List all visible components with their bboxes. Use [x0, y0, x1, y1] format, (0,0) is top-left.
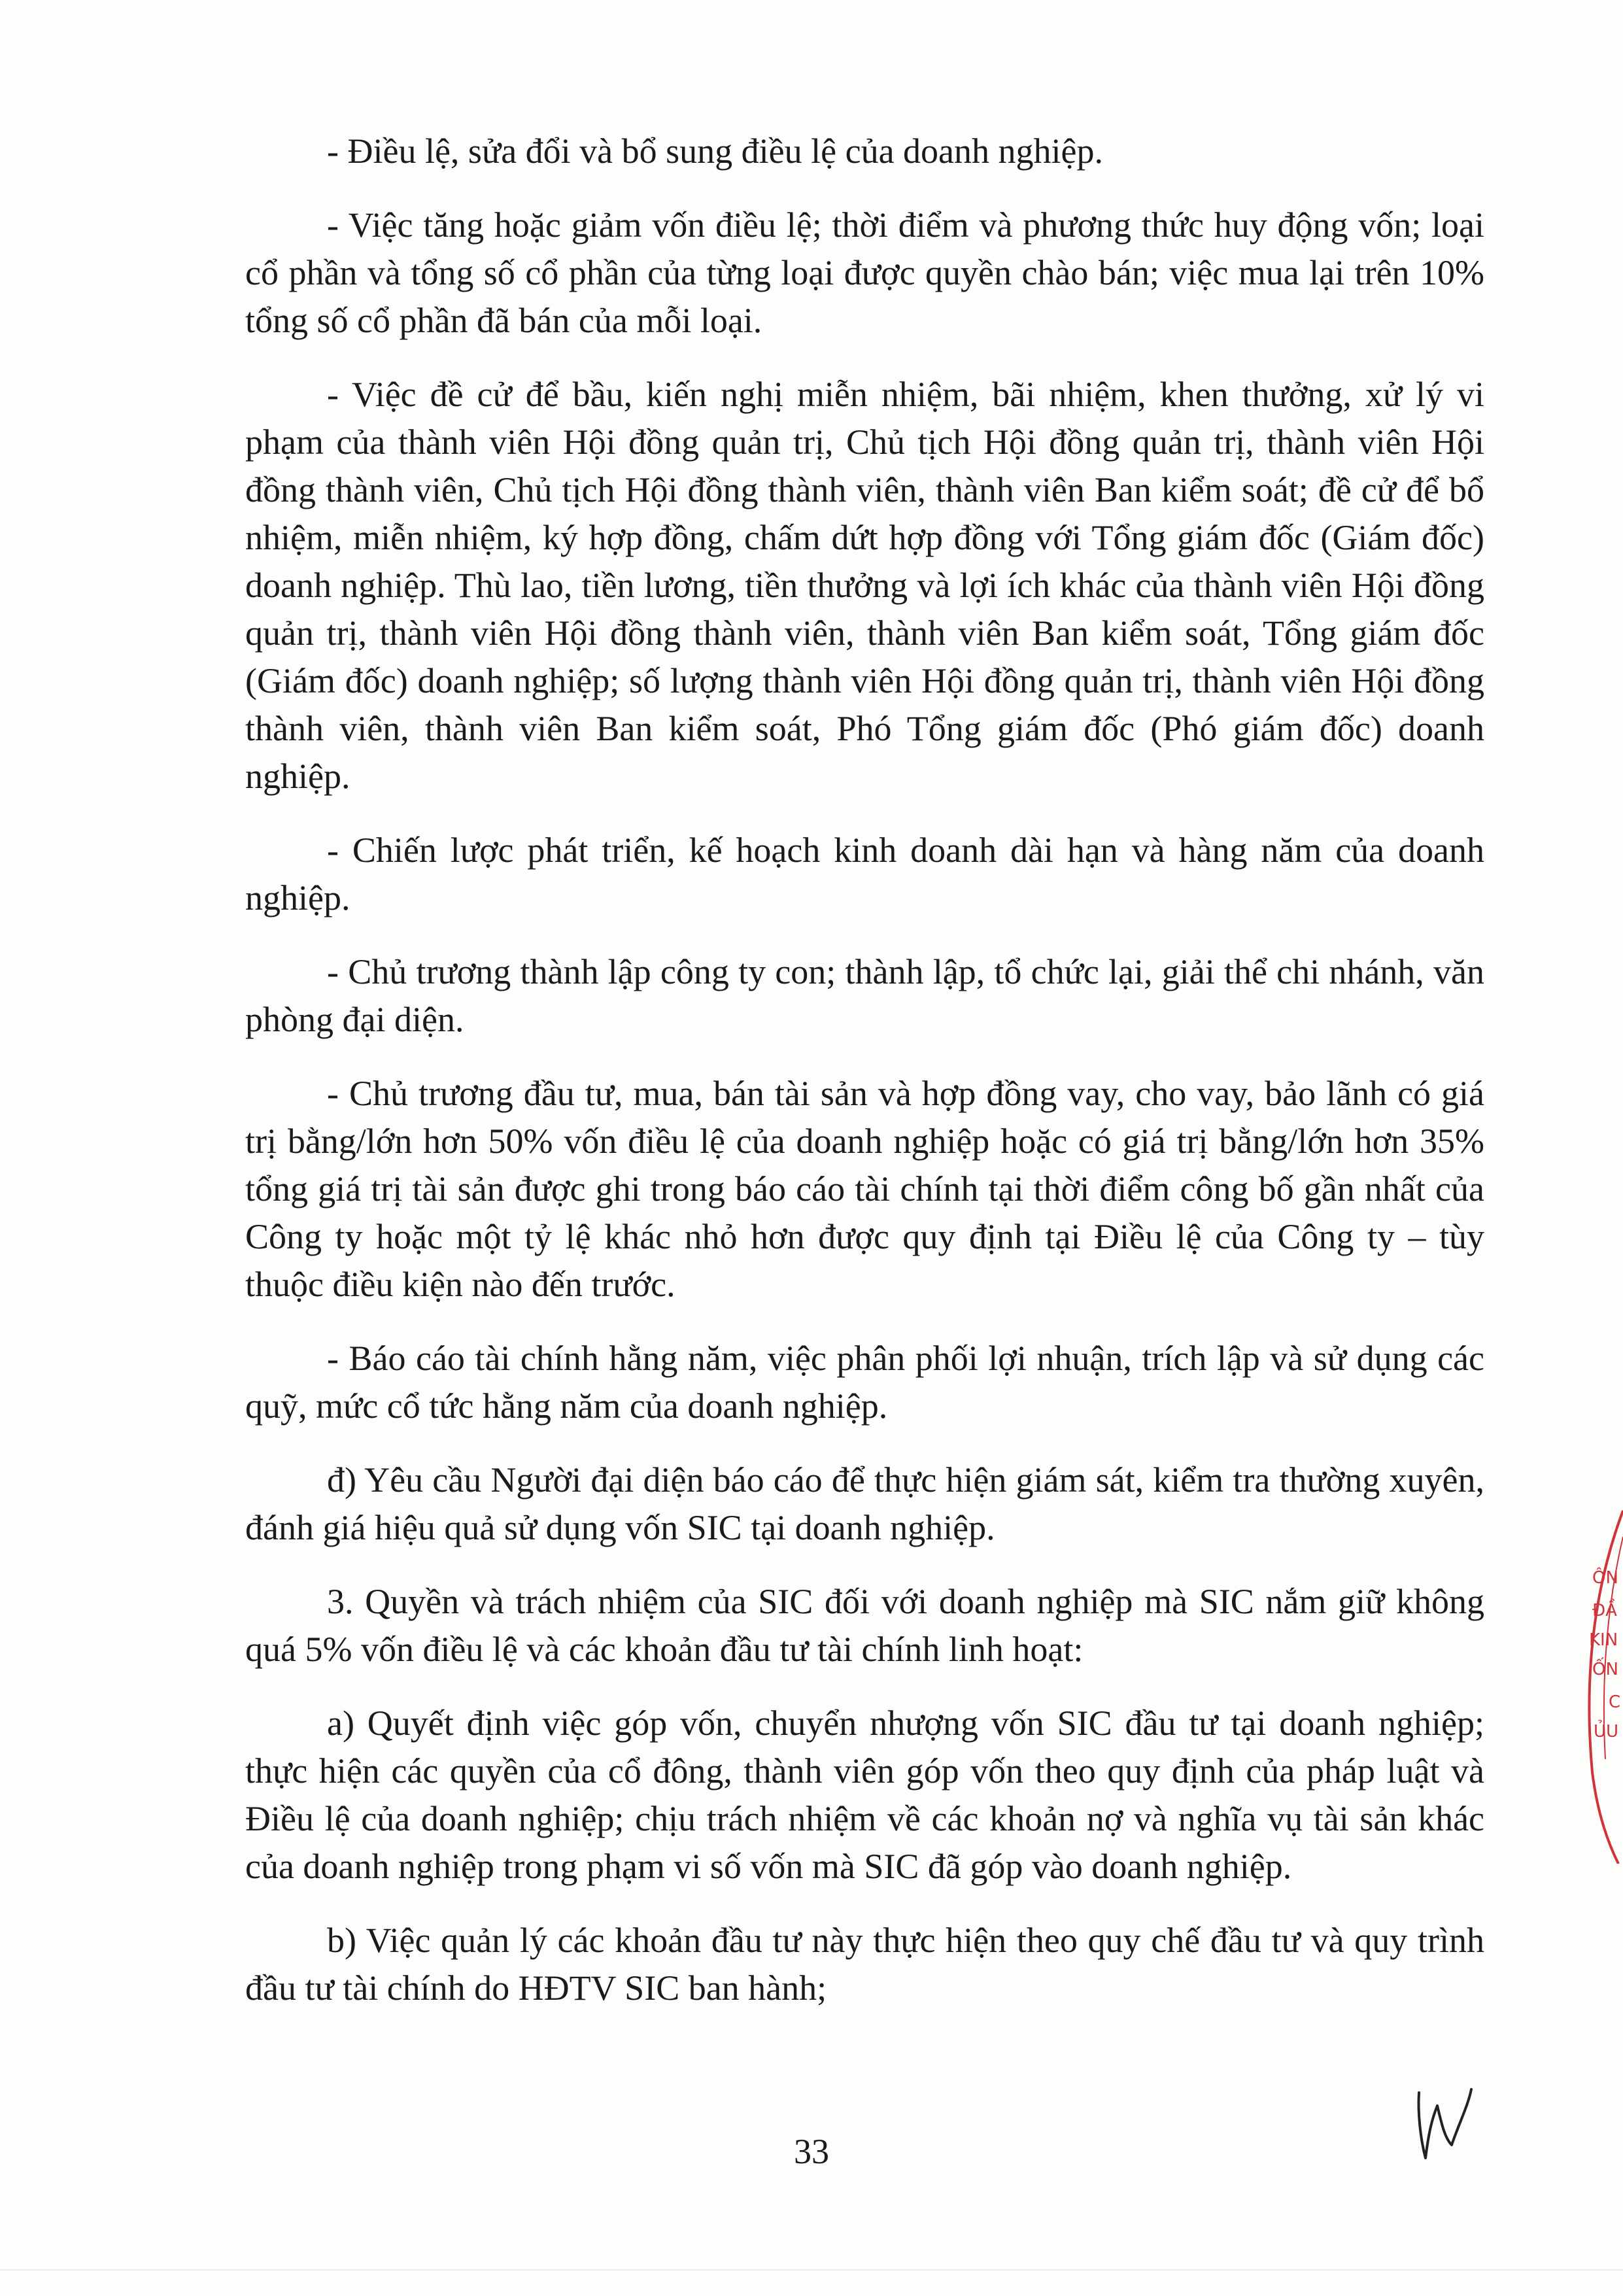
paragraph-capital-change: - Việc tăng hoặc giảm vốn điều lệ; thời điểm và phương thức huy động vốn; loại cổ phần và tổng số cổ phần của từng loại được quyền chào bán; việc mua lại trên 10% tổng số cổ phần đã bán của mỗi loại.: [245, 205, 1484, 340]
paragraph-nomination: - Việc đề cử để bầu, kiến nghị miễn nhiệm, bãi nhiệm, khen thưởng, xử lý vi phạm của thành viên Hội đồng quản trị, Chủ tịch Hội đồng quản trị, thành viên Hội đồng thành viên, Chủ tịch Hội đồng thành viên, thành viên Ban kiểm soát; đề cử để bổ nhiệm, miễn nhiệm, ký hợp đồng, chấm dứt hợp đồng với Tổng giám đốc (Giám đốc) doanh nghiệp. Thù lao, tiền lương, tiền thưởng và lợi ích khác của thành viên Hội đồng quản trị, thành viên Hội đồng thành viên, thành viên Ban kiểm soát, Tổng giám đốc (Giám đốc) doanh nghiệp; số lượng thành viên Hội đồng quản trị, thành viên Hội đồng thành viên, thành viên Ban kiểm soát, Phó Tổng giám đốc (Phó giám đốc) doanh nghiệp.: [245, 375, 1484, 796]
stamp-text-1: ÔN: [1592, 1568, 1618, 1588]
paragraph-investment: - Chủ trương đầu tư, mua, bán tài sản và hợp đồng vay, cho vay, bảo lãnh có giá trị bằng/lớn hơn 50% vốn điều lệ của doanh nghiệp hoặc có giá trị bằng/lớn hơn 35% tổng giá trị tài sản được ghi trong báo cáo tài chính tại thời điểm công bố gần nhất của Công ty hoặc một tỷ lệ khác nhỏ hơn được quy định tại Điều lệ của Công ty – tùy thuộc điều kiện nào đến trước.: [245, 1074, 1484, 1304]
red-stamp-fragment: [1553, 1498, 1623, 1864]
paragraph-charter: - Điều lệ, sửa đổi và bổ sung điều lệ của doanh nghiệp.: [327, 131, 1103, 171]
stamp-text-4: ỐN: [1592, 1660, 1618, 1679]
scan-edge-line: [0, 2269, 1623, 2270]
stamp-text-3: KIN: [1589, 1630, 1618, 1650]
stamp-text-5: C: [1609, 1692, 1621, 1712]
paragraph-section-3: 3. Quyền và trách nhiệm của SIC đối với doanh nghiệp mà SIC nắm giữ không quá 5% vốn điều lệ và các khoản đầu tư tài chính linh hoạt:: [245, 1582, 1484, 1669]
stamp-arc-icon: [1553, 1498, 1623, 1864]
paragraph-item-b: b) Việc quản lý các khoản đầu tư này thực hiện theo quy chế đầu tư và quy trình đầu tư tài chính do HĐTV SIC ban hành;: [245, 1921, 1484, 2008]
paragraph-subsidiary: - Chủ trương thành lập công ty con; thành lập, tổ chức lại, giải thể chi nhánh, văn phòng đại diện.: [245, 952, 1484, 1039]
page-number: 33: [794, 2132, 829, 2171]
paragraph-representative-report: đ) Yêu cầu Người đại diện báo cáo để thực hiện giám sát, kiểm tra thường xuyên, đánh giá hiệu quả sử dụng vốn SIC tại doanh nghiệp.: [245, 1460, 1484, 1547]
stamp-text-2: ĐẦ: [1592, 1601, 1617, 1620]
stamp-text-6: ỦU: [1594, 1722, 1619, 1741]
paragraph-strategy: - Chiến lược phát triển, kế hoạch kinh doanh dài hạn và hàng năm của doanh nghiệp.: [245, 831, 1484, 917]
paragraph-item-a: a) Quyết định việc góp vốn, chuyển nhượng vốn SIC đầu tư tại doanh nghiệp; thực hiện các quyền của cổ đông, thành viên góp vốn theo quy định của pháp luật và Điều lệ của doanh nghiệp; chịu trách nhiệm về các khoản nợ và nghĩa vụ tài sản khác của doanh nghiệp trong phạm vi số vốn mà SIC đã góp vào doanh nghiệp.: [245, 1704, 1484, 1886]
document-body: [245, 128, 1484, 2038]
paragraph-financial-report: - Báo cáo tài chính hằng năm, việc phân phối lợi nhuận, trích lập và sử dụng các quỹ, mức cổ tức hằng năm của doanh nghiệp.: [245, 1339, 1484, 1426]
